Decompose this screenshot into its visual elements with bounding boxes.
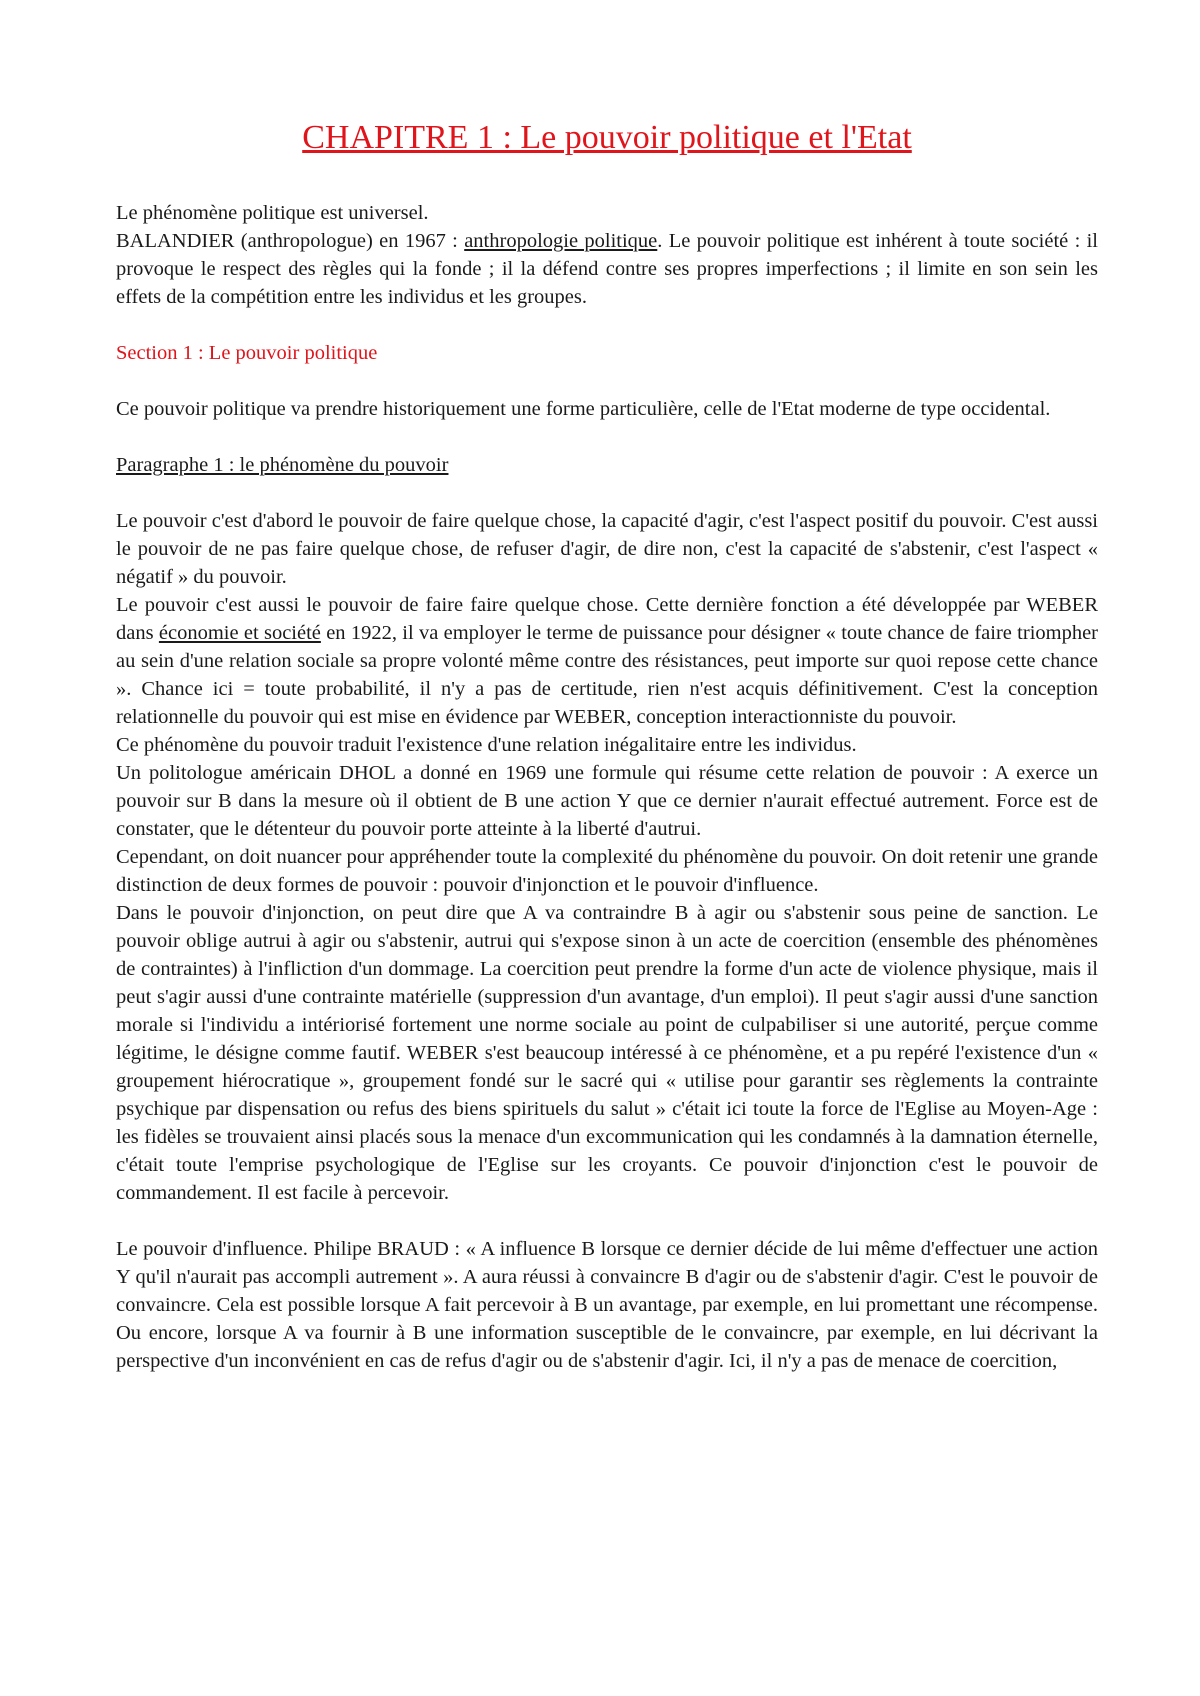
body-text-end: en 1922, il va employer le terme de puissance pour désigner « toute chance de faire triompher au sein d'une relation sociale sa propre volonté même contre des résistances, peut importe sur quoi repose cette chance ». Chance ici = toute probabilité, il n'y a pas de certitude, rien n'est acquis définitivement. C'est la conception relationnelle du pouvoir qui est mise en évidence par WEBER, conception interactionniste du pouvoir. xyxy=(116,621,1099,728)
book-title: économie et société xyxy=(158,621,321,644)
body-paragraph: Un politologue américain DHOL a donné en 1969 une formule qui résume cette relation de pouvoir : A exerce un pouvoir sur B dans la mesure où il obtient de B une action Y que ce dernier n'aurait effectué autrement. Force est de constater, que le détenteur du pouvoir porte atteinte à la liberté d'autrui. xyxy=(116,761,1098,840)
intro-text-end: . Le pouvoir politique est inhérent à toute société : il provoque le respect des règles qui la fonde ; il la défend contre ses propres imperfections ; il limite en son sein les effets de la compétition entre les individus et les groupes. xyxy=(116,229,1098,308)
body-text-start: Le pouvoir c'est aussi le pouvoir de faire faire quelque chose. Cette dernière fonction a été développée par WEBER dans xyxy=(116,593,1098,644)
body-paragraph: Cependant, on doit nuancer pour appréhender toute la complexité du phénomène du pouvoir. On doit retenir une grande distinction de deux formes de pouvoir : pouvoir d'injonction et le pouvoir d'influence. xyxy=(116,845,1098,896)
intro-text-start: BALANDIER (anthropologue) en 1967 : xyxy=(116,229,465,252)
section-title: Section 1 : Le pouvoir politique xyxy=(116,341,378,364)
body-paragraph xyxy=(116,591,1098,731)
body-paragraph: Ce phénomène du pouvoir traduit l'existence d'une relation inégalitaire entre les individus. xyxy=(116,733,857,756)
intro-underlined-term: anthropologie politique xyxy=(464,229,658,252)
intro-paragraph xyxy=(116,227,1098,311)
section-intro: Ce pouvoir politique va prendre historiquement une forme particulière, celle de l'Etat moderne de type occidental. xyxy=(116,397,1051,420)
paragraph-title: Paragraphe 1 : le phénomène du pouvoir xyxy=(116,453,449,476)
body-paragraph: Le pouvoir c'est d'abord le pouvoir de faire quelque chose, la capacité d'agir, c'est l'aspect positif du pouvoir. C'est aussi le pouvoir de ne pas faire quelque chose, de refuser d'agir, de dire non, c'est la capacité de s'abstenir, c'est l'aspect « négatif » du pouvoir. xyxy=(116,509,1098,588)
body-paragraph: Dans le pouvoir d'injonction, on peut dire que A va contraindre B à agir ou s'abstenir sous peine de sanction. Le pouvoir oblige autrui à agir ou s'abstenir, autrui qui s'expose sinon à un acte de coercition (ensemble des phénomènes de contraintes) à l'infliction d'un dommage. La coercition peut prendre la forme d'un acte de violence physique, mais il peut s'agir aussi d'une contrainte matérielle (suppression d'un avantage, d'un emploi). Il peut s'agir aussi d'une sanction morale si l'individu a intériorisé fortement une norme sociale au point de culpabiliser si une autorité, perçue comme légitime, le désigne comme fautif. WEBER s'est beaucoup intéressé à ce phénomène, et a pu repéré l'existence d'un « groupement hiérocratique », groupement fondé sur le sacré qui « utilise pour garantir ses règlements la contrainte psychique par dispensation ou refus des biens spirituels du salut » c'était ici toute la force de l'Eglise au Moyen-Age : les fidèles se trouvaient ainsi placés sous la menace d'un excommunication qui les condamnés à la damnation éternelle, c'était toute l'emprise psychologique de l'Eglise sur les croyants. Ce pouvoir d'injonction c'est le pouvoir de commandement. Il est facile à percevoir. xyxy=(116,901,1098,1204)
chapter-title: CHAPITRE 1 : Le pouvoir politique et l'Etat xyxy=(302,119,912,156)
body-paragraph: Le pouvoir d'influence. Philipe BRAUD : « A influence B lorsque ce dernier décide de lui même d'effectuer une action Y qu'il n'aurait pas accompli autrement ». A aura réussi à convaincre B d'agir ou de s'abstenir d'agir. C'est le pouvoir de convaincre. Cela est possible lorsque A fait percevoir à B un avantage, par exemple, en lui promettant une récompense. Ou encore, lorsque A va fournir à B une information susceptible de le convaincre, par exemple, en lui décrivant la perspective d'un inconvénient en cas de refus d'agir ou de s'abstenir d'agir. Ici, il n'y a pas de menace de coercition, xyxy=(116,1237,1098,1372)
document-page xyxy=(116,118,1098,1375)
intro-sentence: Le phénomène politique est universel. xyxy=(116,201,429,224)
